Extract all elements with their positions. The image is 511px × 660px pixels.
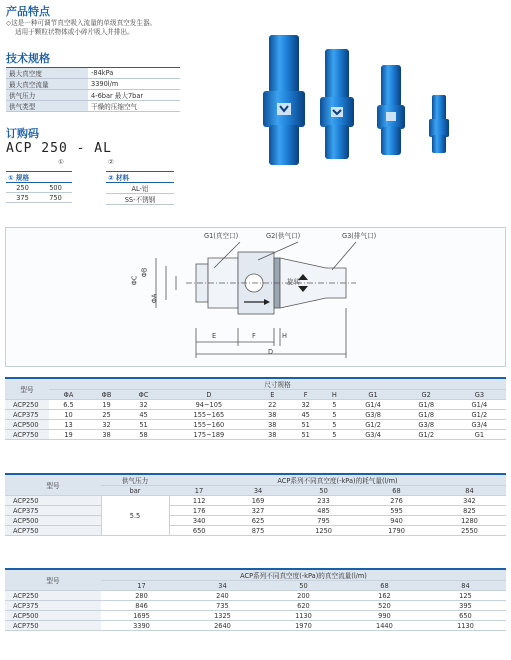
product-acp750 bbox=[263, 35, 305, 165]
table-row bbox=[5, 410, 506, 420]
cell: 112 bbox=[169, 496, 229, 506]
size-row bbox=[6, 183, 72, 193]
size-row bbox=[6, 193, 72, 203]
material-table bbox=[106, 171, 174, 205]
row-model: ACP500 bbox=[5, 420, 49, 430]
table-row bbox=[5, 420, 506, 430]
table-row bbox=[5, 526, 506, 536]
dimension-diagram bbox=[5, 227, 506, 367]
consumption-col: 84 bbox=[433, 486, 506, 496]
cell: 5 bbox=[322, 430, 346, 440]
consumption-pressure-unit: bar bbox=[101, 486, 169, 496]
dims-col: G3 bbox=[453, 390, 506, 400]
cell: 620 bbox=[263, 601, 344, 611]
order-code: ACP 250 - AL bbox=[6, 141, 112, 156]
dims-col: ΦA bbox=[49, 390, 88, 400]
cell: 650 bbox=[425, 611, 506, 621]
row-model: ACP375 bbox=[5, 410, 49, 420]
dims-col: ΦB bbox=[88, 390, 125, 400]
dims-col: F bbox=[289, 390, 322, 400]
cell: G1/8 bbox=[400, 410, 453, 420]
label-g1: G1(真空口) bbox=[204, 232, 239, 240]
cell: 45 bbox=[125, 410, 162, 420]
cell: 625 bbox=[229, 516, 287, 526]
cell: 795 bbox=[287, 516, 360, 526]
spec-row bbox=[6, 101, 180, 112]
consumption-table bbox=[5, 475, 506, 536]
product-acp250 bbox=[429, 95, 449, 153]
consumption-pressure-header: 供气压力 bbox=[101, 475, 169, 486]
spec-value: -84kPa bbox=[88, 68, 180, 79]
cell: 1790 bbox=[360, 526, 433, 536]
cell: 650 bbox=[169, 526, 229, 536]
flow-model-header: 型号 bbox=[5, 570, 101, 591]
spec-row bbox=[6, 90, 180, 101]
cell: 1695 bbox=[101, 611, 182, 621]
row-model: ACP750 bbox=[5, 621, 101, 631]
cell: 280 bbox=[101, 591, 182, 601]
row-model: ACP250 bbox=[5, 591, 101, 601]
cell: 2640 bbox=[182, 621, 263, 631]
cell: 25 bbox=[88, 410, 125, 420]
cell: 276 bbox=[360, 496, 433, 506]
dimension-drawing bbox=[6, 228, 507, 368]
dims-col: E bbox=[256, 390, 289, 400]
cell: 595 bbox=[360, 506, 433, 516]
cell: G1/2 bbox=[453, 410, 506, 420]
consumption-col: 50 bbox=[287, 486, 360, 496]
cell: 395 bbox=[425, 601, 506, 611]
cell: 13 bbox=[49, 420, 88, 430]
spec-value: 干燥的压缩空气 bbox=[88, 101, 180, 112]
spec-row bbox=[6, 79, 180, 90]
cell: 38 bbox=[88, 430, 125, 440]
cell: 32 bbox=[289, 400, 322, 410]
dims-col: H bbox=[322, 390, 346, 400]
spec-key: 供气压力 bbox=[6, 90, 88, 101]
cell: G1/4 bbox=[453, 400, 506, 410]
spec-key: 供气类型 bbox=[6, 101, 88, 112]
dims-col: G2 bbox=[400, 390, 453, 400]
label-rotate: 旋转 bbox=[287, 278, 301, 286]
cell: 240 bbox=[182, 591, 263, 601]
cell: 1970 bbox=[263, 621, 344, 631]
material-title: ② 材料 bbox=[106, 172, 174, 183]
table-row bbox=[5, 506, 506, 516]
cell: 94~105 bbox=[162, 400, 255, 410]
cell: G1/2 bbox=[346, 420, 399, 430]
spec-key: 最大真空度 bbox=[6, 68, 88, 79]
cell: 200 bbox=[263, 591, 344, 601]
cell: 1440 bbox=[344, 621, 425, 631]
product-acp500 bbox=[320, 49, 354, 159]
cell: 58 bbox=[125, 430, 162, 440]
cell: G1/8 bbox=[400, 400, 453, 410]
cell: 5 bbox=[322, 410, 346, 420]
flow-col: 68 bbox=[344, 581, 425, 591]
table-row bbox=[5, 400, 506, 410]
row-model: ACP750 bbox=[5, 526, 101, 536]
features-title: 产品特点 bbox=[6, 5, 50, 18]
cell: 38 bbox=[256, 430, 289, 440]
spec-key: 最大真空流量 bbox=[6, 79, 88, 90]
dims-model-header: 型号 bbox=[5, 379, 49, 400]
size-value: 500 bbox=[39, 183, 72, 193]
spec-row bbox=[6, 68, 180, 79]
cell: 5 bbox=[322, 400, 346, 410]
label-f: F bbox=[252, 332, 256, 340]
cell: 1325 bbox=[182, 611, 263, 621]
cell: 32 bbox=[88, 420, 125, 430]
cell: 520 bbox=[344, 601, 425, 611]
row-model: ACP375 bbox=[5, 601, 101, 611]
cell: 176 bbox=[169, 506, 229, 516]
cell: 990 bbox=[344, 611, 425, 621]
product-acp375 bbox=[377, 65, 405, 155]
order-mark-1: ① bbox=[58, 158, 64, 166]
cell: 155~160 bbox=[162, 420, 255, 430]
table-row bbox=[5, 496, 506, 506]
flow-group-header: ACP系列不同真空度(-kPa)的真空流量(l/m) bbox=[101, 570, 506, 581]
dims-column-headers bbox=[5, 390, 506, 400]
label-phi-c: ΦC bbox=[130, 275, 139, 286]
consumption-pressure-value: 5.5 bbox=[101, 496, 169, 536]
cell: 2550 bbox=[433, 526, 506, 536]
cell: 846 bbox=[101, 601, 182, 611]
size-value: 375 bbox=[6, 193, 39, 203]
cell: G1/4 bbox=[346, 400, 399, 410]
dims-col: ΦC bbox=[125, 390, 162, 400]
label-phi-b: ΦB bbox=[140, 267, 149, 278]
row-model: ACP375 bbox=[5, 506, 101, 516]
cell: 169 bbox=[229, 496, 287, 506]
size-title: ① 规格 bbox=[6, 172, 72, 183]
consumption-col: 34 bbox=[229, 486, 287, 496]
cell: 327 bbox=[229, 506, 287, 516]
cell: 340 bbox=[169, 516, 229, 526]
cell: 10 bbox=[49, 410, 88, 420]
cell: G1/2 bbox=[400, 430, 453, 440]
cell: 51 bbox=[125, 420, 162, 430]
cell: 155~165 bbox=[162, 410, 255, 420]
material-row bbox=[106, 194, 174, 205]
label-phi-a: ΦA bbox=[150, 293, 159, 304]
flow-col: 50 bbox=[263, 581, 344, 591]
size-table bbox=[6, 171, 72, 203]
cell: G3/8 bbox=[346, 410, 399, 420]
features-line-1: ◇这是一种可调节真空吸入流量的单级真空发生器。 bbox=[6, 19, 157, 27]
row-model: ACP250 bbox=[5, 400, 49, 410]
cell: 735 bbox=[182, 601, 263, 611]
product-photo bbox=[255, 25, 455, 175]
label-h: H bbox=[282, 332, 287, 340]
table-row bbox=[5, 611, 506, 621]
specs-title: 技术规格 bbox=[6, 52, 50, 65]
material-row bbox=[106, 183, 174, 194]
cell: 1130 bbox=[263, 611, 344, 621]
cell: 19 bbox=[49, 430, 88, 440]
cell: 875 bbox=[229, 526, 287, 536]
label-d: D bbox=[268, 348, 274, 356]
cell: G1 bbox=[453, 430, 506, 440]
cell: 3390 bbox=[101, 621, 182, 631]
cell: G3/8 bbox=[400, 420, 453, 430]
cell: 825 bbox=[433, 506, 506, 516]
table-row bbox=[5, 516, 506, 526]
cell: 19 bbox=[88, 400, 125, 410]
cell: 162 bbox=[344, 591, 425, 601]
cell: 38 bbox=[256, 420, 289, 430]
cell: 51 bbox=[289, 430, 322, 440]
flow-col: 34 bbox=[182, 581, 263, 591]
label-e: E bbox=[212, 332, 217, 340]
cell: 38 bbox=[256, 410, 289, 420]
table-row bbox=[5, 601, 506, 611]
row-model: ACP500 bbox=[5, 516, 101, 526]
cell: 51 bbox=[289, 420, 322, 430]
size-value: 250 bbox=[6, 183, 39, 193]
table-row bbox=[5, 591, 506, 601]
spec-value: 3390l/m bbox=[88, 79, 180, 90]
row-model: ACP500 bbox=[5, 611, 101, 621]
cell: 5 bbox=[322, 420, 346, 430]
table-row bbox=[5, 430, 506, 440]
consumption-col: 68 bbox=[360, 486, 433, 496]
flow-col: 84 bbox=[425, 581, 506, 591]
cell: 1280 bbox=[433, 516, 506, 526]
cell: 32 bbox=[125, 400, 162, 410]
dims-group-header: 尺寸规格 bbox=[49, 379, 506, 390]
consumption-model-header: 型号 bbox=[5, 475, 101, 496]
dims-col: G1 bbox=[346, 390, 399, 400]
specs-table bbox=[6, 67, 180, 112]
cell: 233 bbox=[287, 496, 360, 506]
material-value: SS-不锈钢 bbox=[106, 194, 174, 205]
dims-table bbox=[5, 379, 506, 440]
cell: 485 bbox=[287, 506, 360, 516]
dims-col: D bbox=[162, 390, 255, 400]
cell: 175~189 bbox=[162, 430, 255, 440]
cell: 6.5 bbox=[49, 400, 88, 410]
material-value: AL-铝 bbox=[106, 183, 174, 194]
size-value: 750 bbox=[39, 193, 72, 203]
features-line-2: 适用于颗粒状物体或小碎片吸入并排出。 bbox=[15, 28, 134, 36]
row-model: ACP250 bbox=[5, 496, 101, 506]
cell: 22 bbox=[256, 400, 289, 410]
cell: 940 bbox=[360, 516, 433, 526]
label-g2: G2(供气口) bbox=[266, 232, 301, 240]
flow-table bbox=[5, 570, 506, 631]
cell: 1130 bbox=[425, 621, 506, 631]
consumption-col: 17 bbox=[169, 486, 229, 496]
order-mark-2: ② bbox=[108, 158, 114, 166]
table-row bbox=[5, 621, 506, 631]
order-title: 订购码 bbox=[6, 127, 39, 140]
features-text bbox=[6, 19, 156, 37]
cell: 1250 bbox=[287, 526, 360, 536]
row-model: ACP750 bbox=[5, 430, 49, 440]
consumption-group-header: ACP系列不同真空度(-kPa)的耗气量(l/m) bbox=[169, 475, 506, 486]
cell: 45 bbox=[289, 410, 322, 420]
cell: G3/4 bbox=[346, 430, 399, 440]
cell: 125 bbox=[425, 591, 506, 601]
cell: G3/4 bbox=[453, 420, 506, 430]
label-g3: G3(排气口) bbox=[342, 232, 377, 240]
cell: 342 bbox=[433, 496, 506, 506]
flow-col: 17 bbox=[101, 581, 182, 591]
spec-value: 4-6bar 最大7bar bbox=[88, 90, 180, 101]
